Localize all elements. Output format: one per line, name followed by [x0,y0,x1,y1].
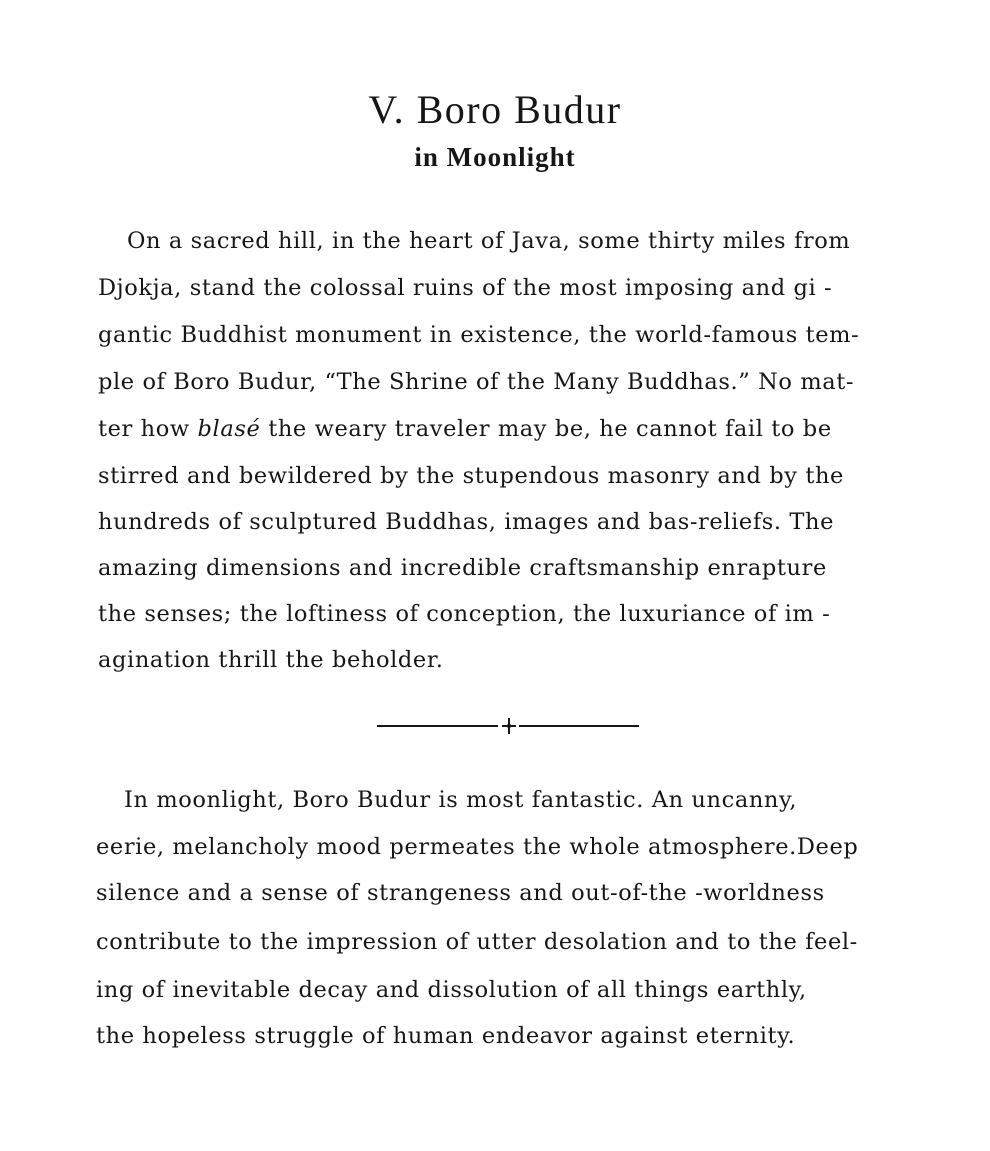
chapter-subtitle: in Moonlight [414,142,576,172]
divider-rule-left [377,725,498,727]
text-line: silence and a sense of strangeness and out-of-the -worldness [96,880,825,906]
text-line: eerie, melancholy mood permeates the whole atmosphere.Deep [96,834,859,860]
divider-rule-right [519,725,639,727]
text-line: gantic Buddhist monument in existence, the world-famous tem- [98,322,860,348]
italic-word: blasé [197,416,261,442]
text-line: amazing dimensions and incredible craftsmanship enrapture [98,555,827,581]
text-line: In moonlight, Boro Budur is most fantastic. An uncanny, [124,787,798,813]
text-line: hundreds of sculptured Buddhas, images and bas-reliefs. The [98,509,835,535]
text-line [98,414,832,444]
text-line: agination thrill the beholder. [98,647,444,673]
text-fragment: ter how [98,416,190,442]
text-line: On a sacred hill, in the heart of Java, some thirty miles from [127,228,851,254]
text-line: ple of Boro Budur, “The Shrine of the Many Buddhas.” No mat- [98,369,855,395]
text-line: the hopeless struggle of human endeavor against eternity. [96,1023,796,1049]
text-line: Djokja, stand the colossal ruins of the most imposing and gi - [98,275,833,301]
text-line: contribute to the impression of utter desolation and to the feel- [96,929,858,955]
flourish-icon [501,716,517,736]
text-line: stirred and bewildered by the stupendous masonry and by the [98,463,844,489]
text-line: ing of inevitable decay and dissolution of all things earthly, [96,977,807,1003]
text-fragment: the weary traveler may be, he cannot fail to be [268,416,832,442]
section-divider [377,716,639,736]
chapter-title: V. Boro Budur [368,87,622,132]
text-line: the senses; the loftiness of conception, the luxuriance of im - [98,601,831,627]
